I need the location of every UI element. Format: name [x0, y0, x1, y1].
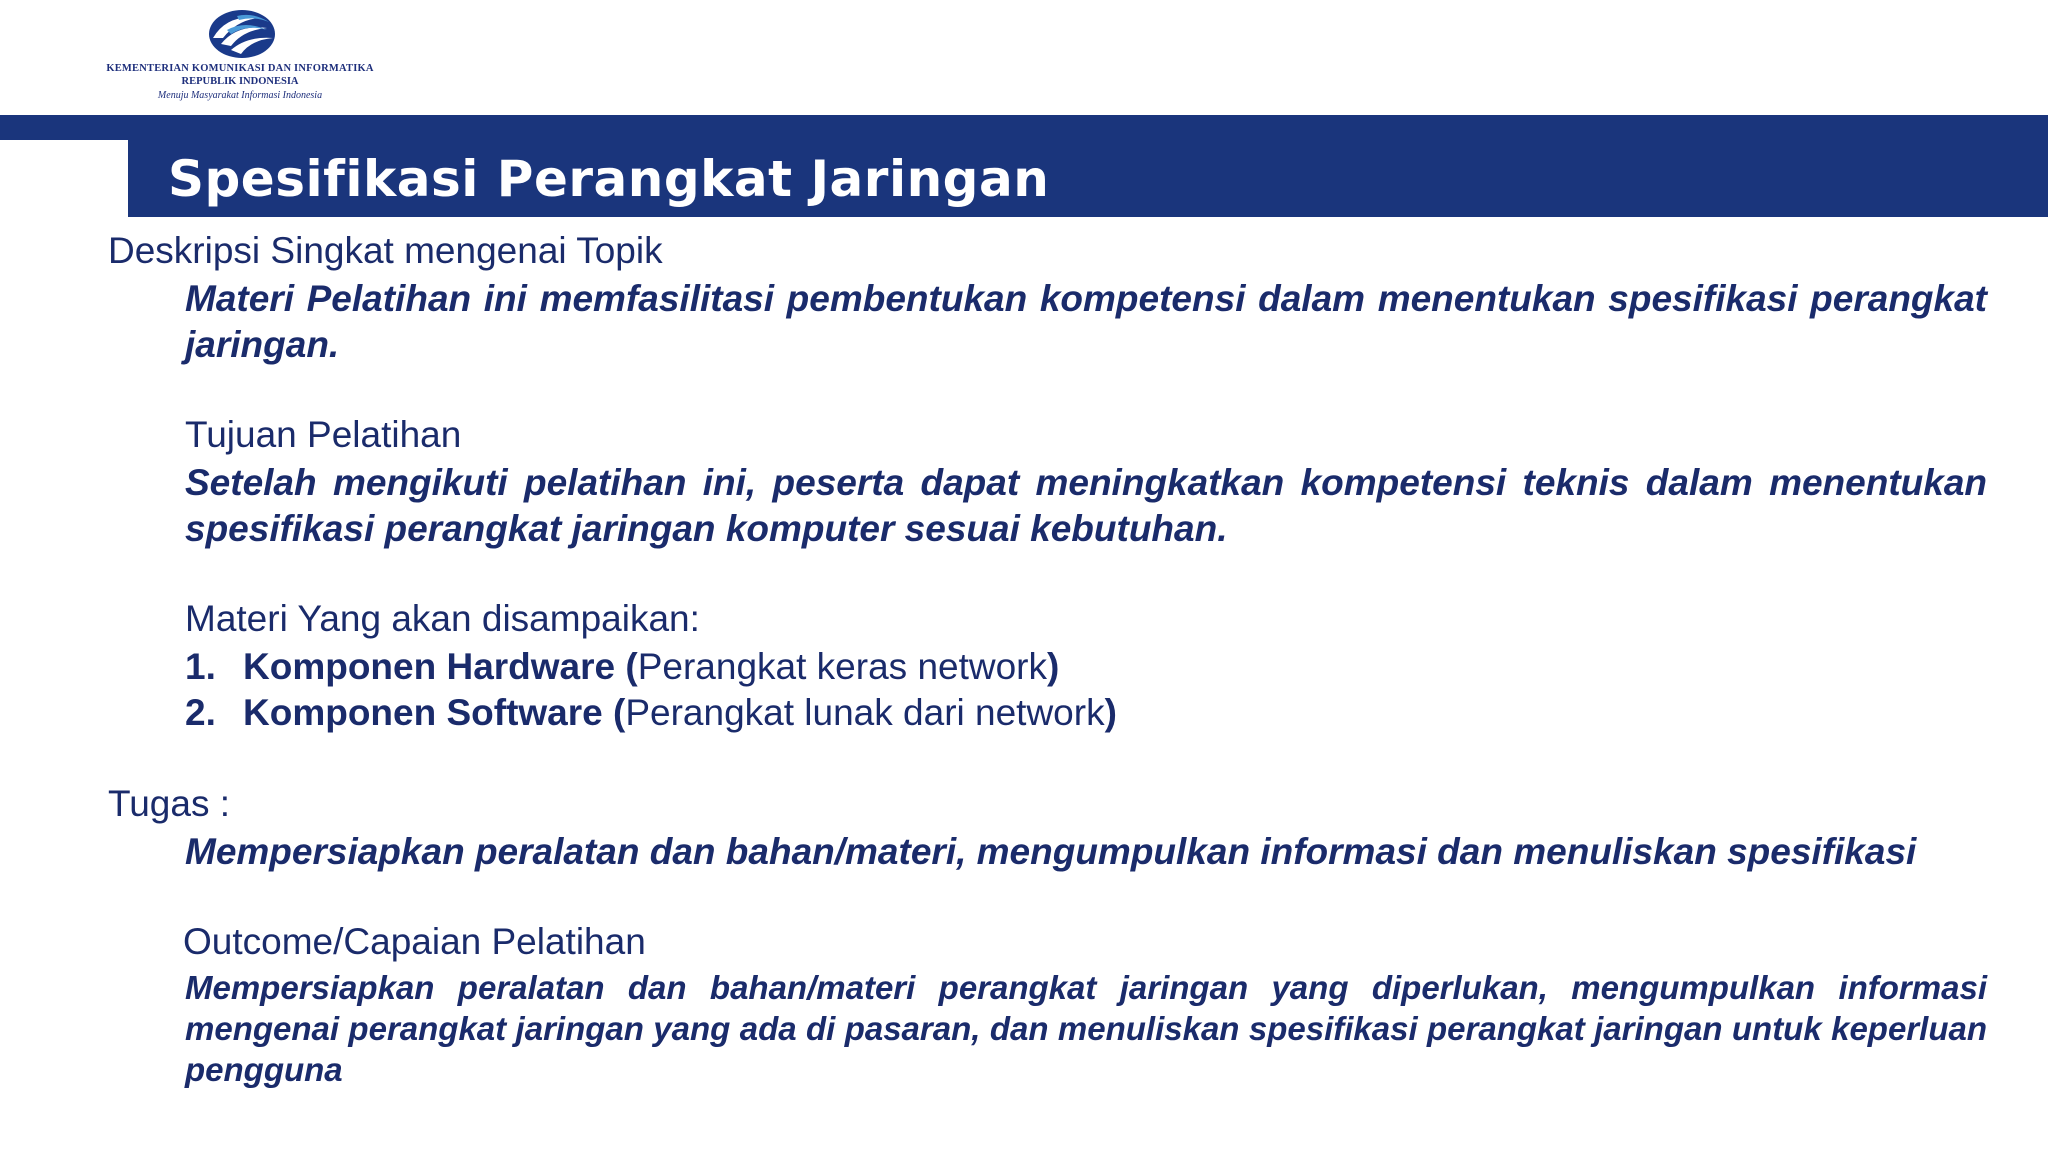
outcome-heading: Outcome/Capaian Pelatihan	[183, 921, 646, 962]
tugas-heading: Tugas :	[108, 783, 231, 824]
list-item	[185, 690, 1117, 736]
list-item-title: Komponen Software	[243, 692, 603, 733]
list-number: 1.	[185, 646, 216, 687]
materi-heading: Materi Yang akan disampaikan:	[185, 598, 700, 639]
deskripsi-text: Materi Pelatihan ini memfasilitasi pembentukan kompetensi dalam menentukan spesifikasi perangkat jaringan.	[185, 278, 1987, 365]
list-item	[185, 644, 1117, 690]
deskripsi-heading: Deskripsi Singkat mengenai Topik	[108, 230, 663, 271]
tujuan-text: Setelah mengikuti pelatihan ini, peserta dapat meningkatkan kompetensi teknis dalam menentukan spesifikasi perangkat jaringan komputer sesuai kebutuhan.	[185, 462, 1987, 549]
header-band-top	[0, 115, 2048, 140]
list-paren-close: )	[1047, 646, 1060, 687]
list-item-detail: Perangkat keras network	[637, 646, 1047, 687]
kominfo-logo	[80, 8, 400, 108]
kominfo-swirl-logo-icon	[207, 8, 277, 60]
tugas-text: Mempersiapkan peralatan dan bahan/materi, mengumpulkan informasi dan menuliskan spesifikasi	[185, 831, 1917, 872]
list-number: 2.	[185, 692, 216, 733]
list-paren-open: (	[613, 692, 626, 733]
tujuan-heading: Tujuan Pelatihan	[185, 414, 462, 455]
list-item-title: Komponen Hardware	[243, 646, 616, 687]
logo-country-name: REPUBLIK INDONESIA	[181, 76, 299, 87]
materi-list	[185, 644, 1117, 736]
logo-tagline: Menuju Masyarakat Informasi Indonesia	[157, 90, 323, 101]
list-paren-open: (	[625, 646, 638, 687]
list-paren-close: )	[1104, 692, 1117, 733]
slide-title: Spesifikasi Perangkat Jaringan	[168, 150, 1050, 208]
logo-ministry-name: KEMENTERIAN KOMUNIKASI DAN INFORMATIKA	[106, 63, 374, 74]
list-item-detail: Perangkat lunak dari network	[625, 692, 1105, 733]
outcome-text: Mempersiapkan peralatan dan bahan/materi perangkat jaringan yang diperlukan, mengumpulkan informasi mengenai perangkat jaringan yang ada di pasaran, dan menuliskan spesifikasi perangkat jaringan untuk keperluan pengguna	[185, 969, 1987, 1088]
